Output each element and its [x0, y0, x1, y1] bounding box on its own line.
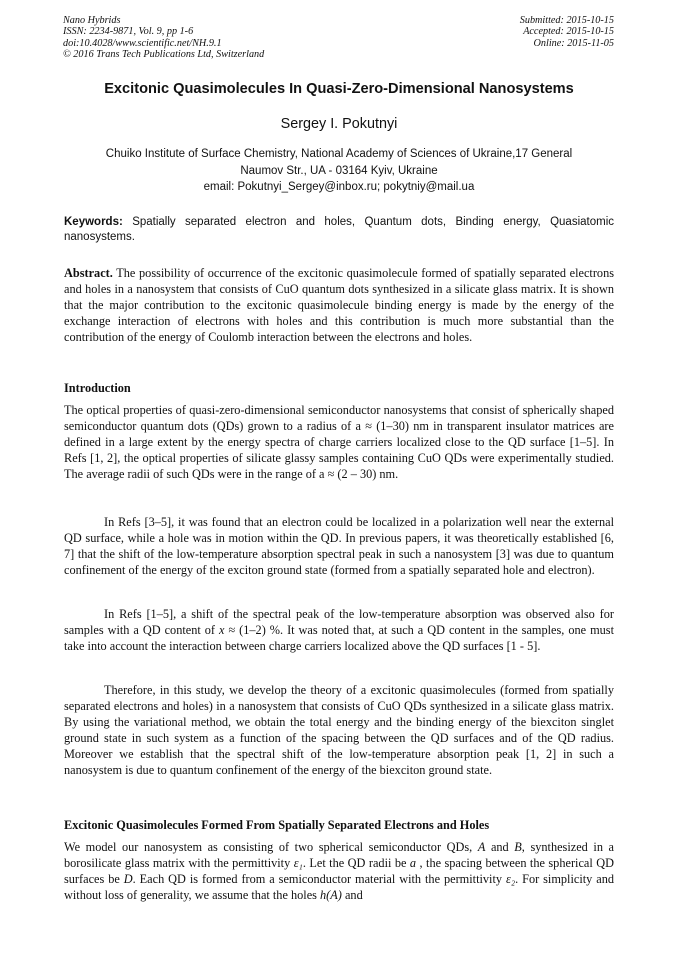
affiliation-line-2: Naumov Str., UA - 03164 Kyiv, Ukraine	[240, 164, 438, 177]
intro-paragraph-3-a: In Refs [1–5], a shift of the spectral peak of the low-temperature absorption was observed also for samples with a QD content of	[64, 607, 614, 637]
variable-eps2: ε₂	[505, 872, 516, 886]
s2-text-7: . For simplicity and without loss of generality, we assume that the holes	[64, 872, 614, 902]
s2-text-4: . Let the QD radii be	[302, 856, 410, 870]
affiliation-line-1: Chuiko Institute of Surface Chemistry, National Academy of Sciences of Ukraine,17 General	[105, 148, 573, 160]
submitted-date: Submitted: 2015-10-15	[519, 15, 614, 26]
author-email: email: Pokutnyi_Sergey@inbox.ru; pokytniy@mail.ua	[203, 181, 475, 193]
intro-paragraph-1: The optical properties of quasi-zero-dimensional semiconductor nanosystems that consist of spherically shaped semiconductor quantum dots (QDs) grown to a radius of a ≈ (1–30) nm in transparent insulator matrices are defined in a large extent by the energy spectra of charge carriers localized close to the QD surface [1–5]. In Refs [1, 2], the optical properties of silicate glassy samples containing CuO QDs were experimentally studied. The average radii of such QDs were in the range of a ≈ (2 – 30) nm.	[64, 403, 614, 481]
variable-A: A	[477, 840, 486, 854]
variable-a: a	[409, 856, 417, 870]
variable-B: B	[514, 840, 522, 854]
intro-paragraph-3	[64, 606, 614, 654]
keywords	[64, 215, 614, 244]
keywords-text: Spatially separated electron and holes, Quantum dots, Binding energy, Quasiatomic nanosystems.	[64, 216, 614, 243]
s2-text-8: and	[341, 888, 363, 902]
variable-hA: h(A)	[320, 888, 342, 902]
journal-header-left	[63, 15, 264, 61]
online-date: Online: 2015-11-05	[533, 37, 614, 49]
intro-paragraph-4: Therefore, in this study, we develop the theory of a excitonic quasimolecules (formed from spatially separated electrons and holes) in a nanosystem that consists of CuO QDs synthesized in a silicate glass matrix. By using the variational method, we obtain the total energy and the binding energy of the biexciton singlet ground state in such system as a function of the spacing between the QD surfaces and of the QD radius. Moreover we establish that the spectral shift of the low-temperature absorption peak [1, 2] in such a nanosystem is due to quantum confinement of the energy of the biexciton ground state.	[64, 683, 614, 777]
keywords-label: Keywords:	[64, 216, 123, 228]
s2-text-1: We model our nanosystem as consisting of two spherical semiconductor QDs,	[64, 840, 478, 854]
section-2-paragraph	[64, 839, 614, 903]
variable-D: D	[123, 872, 133, 886]
journal-issn: ISSN: 2234-9871, Vol. 9, pp 1-6	[63, 26, 194, 38]
s2-text-6: . Each QD is formed from a semiconductor material with the permittivity	[132, 872, 506, 886]
variable-x: x	[219, 623, 225, 637]
introduction-heading: Introduction	[64, 381, 131, 395]
author-name: Sergey I. Pokutnyi	[280, 116, 398, 132]
s2-text-2: and	[485, 840, 515, 854]
s2-text-3: , synthesized in a borosilicate glass matrix with the permittivity	[64, 840, 614, 870]
intro-paragraph-2: In Refs [3–5], it was found that an electron could be localized in a polarization well near the external QD surface, while a hole was in motion within the QD. In previous papers, it was theoretically established [6, 7] that the shift of the low-temperature absorption spectral peak in such a nanosystem [3] was due to quantum confinement of the energy of the exciton ground state (formed from a spatially separated hole and electron).	[64, 515, 614, 577]
journal-copyright: © 2016 Trans Tech Publications Ltd, Switzerland	[63, 49, 265, 61]
abstract	[64, 265, 614, 345]
journal-doi: doi:10.4028/www.scientific.net/NH.9.1	[63, 37, 222, 49]
s2-text-5: , the spacing between the spherical QD surfaces be	[64, 856, 614, 886]
paper-title: Excitonic Quasimolecules In Quasi-Zero-Dimensional Nanosystems	[104, 81, 574, 97]
abstract-label: Abstract.	[64, 266, 113, 280]
accepted-date: Accepted: 2015-10-15	[523, 26, 614, 38]
section-2-heading: Excitonic Quasimolecules Formed From Spatially Separated Electrons and Holes	[64, 818, 490, 832]
journal-name: Nano Hybrids	[63, 15, 121, 26]
journal-header-right	[520, 15, 614, 49]
affiliation	[80, 146, 598, 179]
intro-paragraph-3-b: ≈ (1–2) %. It was noted that, at such a QD content in the samples, one must take into account the interaction between charge carriers localized above the QD surfaces [1 - 5].	[64, 623, 614, 653]
variable-eps1: ε₁	[293, 856, 303, 870]
abstract-text: The possibility of occurrence of the excitonic quasimolecule formed of spatially separated electrons and holes in a nanosystem that consists of CuO quantum dots synthesized in a silicate glass matrix. It is shown that the major contribution to the excitonic quasimolecule binding energy is made by the energy of the exchange interaction of electrons with holes and this contribution is much more substantial than the contribution of the energy of Coulomb interaction between the electrons and holes.	[64, 266, 614, 344]
